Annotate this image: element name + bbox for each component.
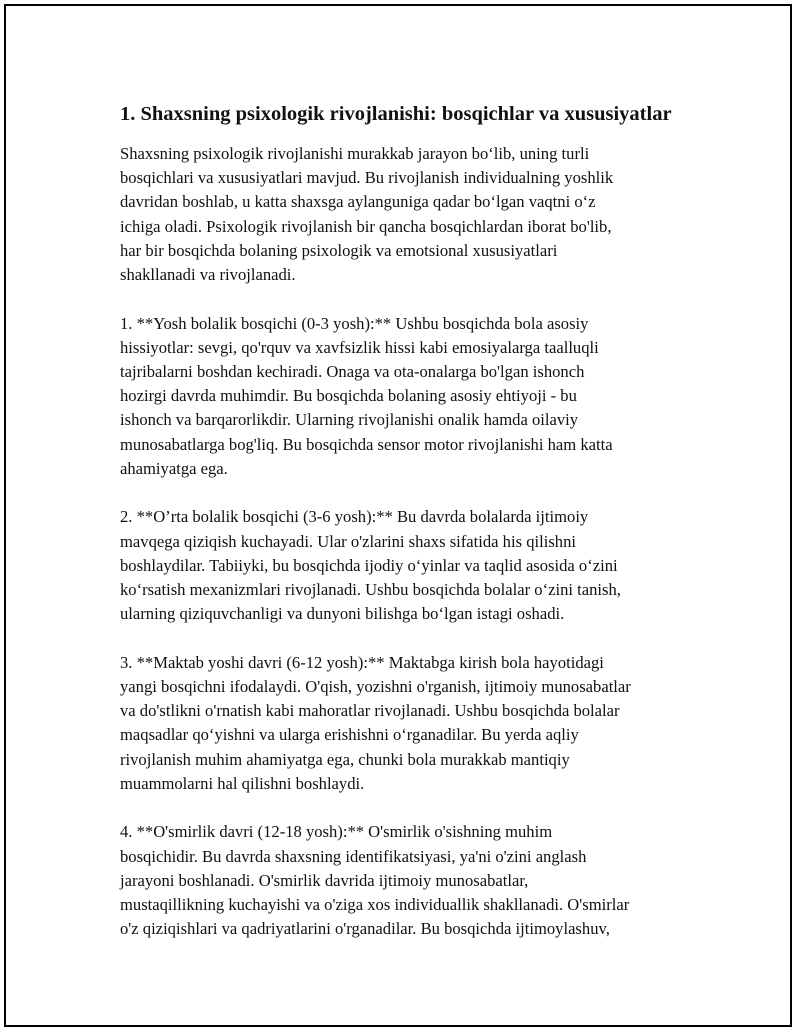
paragraph-line: har bir bosqichda bolaning psixologik va emotsional xususiyatlari	[120, 240, 558, 260]
paragraph-line: 2. **O’rta bolalik bosqichi (3-6 yosh):** Bu davrda bolalarda ijtimoiy	[120, 507, 589, 527]
document-heading: 1. Shaxsning psixologik rivojlanishi: bosqichlar va xususiyatlar	[120, 103, 672, 125]
paragraph-line: muammolarni hal qilishni boshlaydi.	[120, 773, 365, 793]
page-frame	[4, 4, 792, 1027]
paragraph-line: maqsadlar qo‘yishni va ularga erishishni o‘rganadilar. Bu yerda aqliy	[120, 725, 579, 745]
paragraph-line: ahamiyatga ega.	[120, 458, 228, 478]
paragraph-line: yangi bosqichni ifodalaydi. O'qish, yozishni o'rganish, ijtimoiy munosabatlar	[120, 677, 631, 697]
paragraph-line: ichiga oladi. Psixologik rivojlanish bir qancha bosqichlardan iborat bo'lib,	[120, 216, 612, 236]
paragraph-line: shakllanadi va rivojlanadi.	[120, 265, 296, 285]
stage-4-paragraph	[120, 820, 700, 941]
paragraph-line: mustaqillikning kuchayishi va o'ziga xos individuallik shakllanadi. O'smirlar	[120, 895, 630, 915]
paragraph-line: 1. **Yosh bolalik bosqichi (0-3 yosh):** Ushbu bosqichda bola asosiy	[120, 313, 589, 333]
stage-3-paragraph	[120, 651, 700, 796]
paragraph-line: va do'stlikni o'rnatish kabi mahoratlar rivojlanadi. Ushbu bosqichda bolalar	[120, 701, 620, 721]
paragraph-line: tajribalarni boshdan kechiradi. Onaga va ota-onalarga bo'lgan ishonch	[120, 362, 585, 382]
paragraph-line: o'z qiziqishlari va qadriyatlarini o'rganadilar. Bu bosqichda ijtimoylashuv,	[120, 919, 610, 939]
paragraph-line: bosqichidir. Bu davrda shaxsning identifikatsiyasi, ya'ni o'zini anglash	[120, 846, 587, 866]
paragraph-line: jarayoni boshlanadi. O'smirlik davrida ijtimoiy munosabatlar,	[120, 870, 529, 890]
paragraph-line: 3. **Maktab yoshi davri (6-12 yosh):** Maktabga kirish bola hayotidagi	[120, 652, 604, 672]
paragraph-line: hissiyotlar: sevgi, qo'rquv va xavfsizlik hissi kabi emosiyalarga taalluqli	[120, 337, 599, 357]
stage-2-paragraph	[120, 505, 700, 626]
paragraph-line: rivojlanish muhim ahamiyatga ega, chunki bola murakkab mantiqiy	[120, 749, 570, 769]
paragraph-line: mavqega qiziqish kuchayadi. Ular o'zlarini shaxs sifatida his qilishni	[120, 531, 576, 551]
paragraph-line: ularning qiziquvchanligi va dunyoni bilishga bo‘lgan istagi oshadi.	[120, 604, 565, 624]
document-body	[120, 100, 700, 966]
paragraph-line: ko‘rsatish mexanizmlari rivojlanadi. Ushbu bosqichda bolalar o‘zini tanish,	[120, 580, 621, 600]
paragraph-line: hozirgi davrda muhimdir. Bu bosqichda bolaning asosiy ehtiyoji - bu	[120, 386, 577, 406]
paragraph-line: munosabatlarga bog'liq. Bu bosqichda sensor motor rivojlanishi ham katta	[120, 434, 613, 454]
paragraph-line: 4. **O'smirlik davri (12-18 yosh):** O'smirlik o'sishning muhim	[120, 822, 553, 842]
stage-1-paragraph	[120, 312, 700, 481]
paragraph-line: Shaxsning psixologik rivojlanishi murakkab jarayon bo‘lib, uning turli	[120, 144, 590, 163]
paragraph-line: boshlaydilar. Tabiiyki, bu bosqichda ijodiy o‘yinlar va taqlid asosida o‘zini	[120, 555, 618, 575]
paragraph-line: ishonch va barqarorlikdir. Ularning rivojlanishi onalik hamda oilaviy	[120, 410, 579, 430]
paragraph-line: davridan boshlab, u katta shaxsga aylanguniga qadar bo‘lgan vaqtni o‘z	[120, 192, 596, 212]
paragraph-line: bosqichlari va xususiyatlari mavjud. Bu rivojlanish individualning yoshlik	[120, 168, 614, 188]
intro-paragraph	[120, 142, 700, 287]
